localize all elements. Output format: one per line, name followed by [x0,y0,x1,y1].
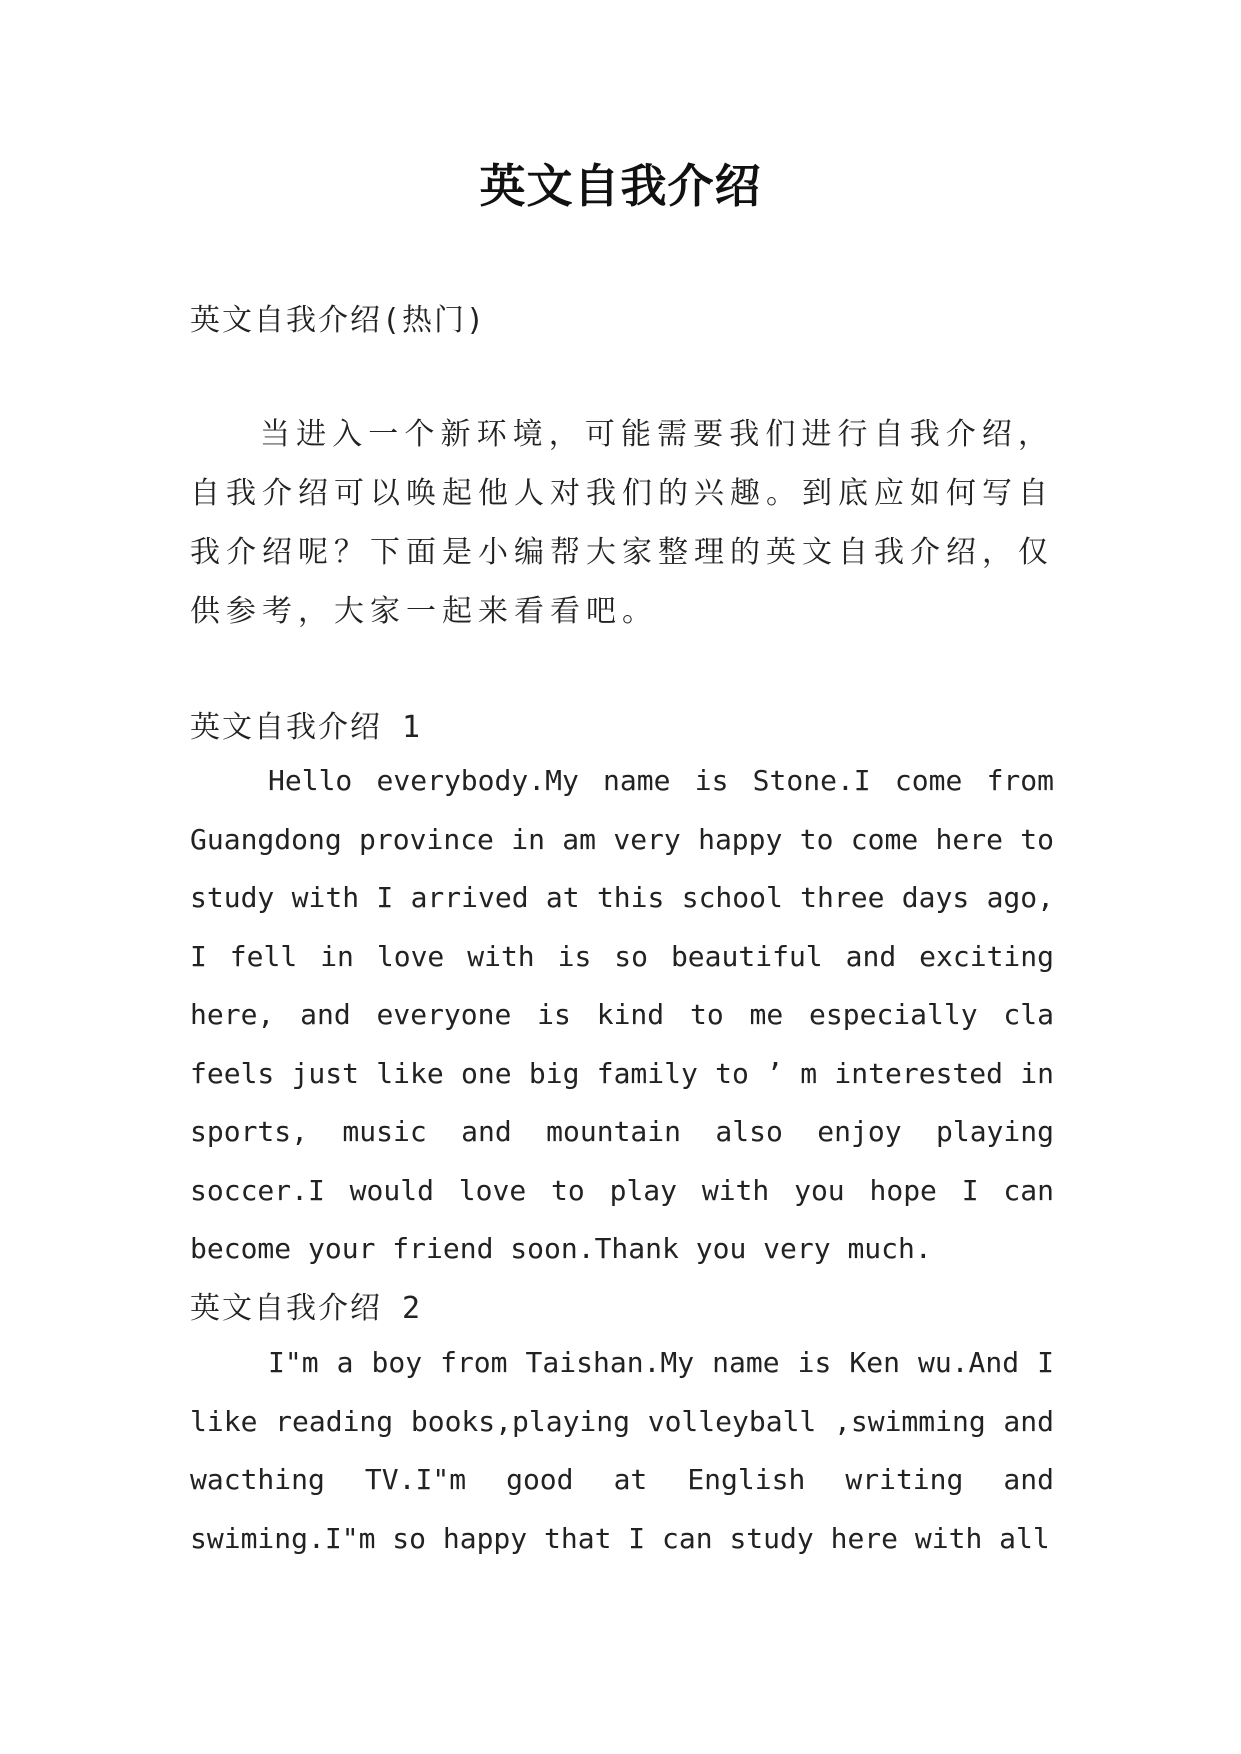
document-title: 英文自我介绍 [479,159,762,213]
section-body-2: I"m a boy from Taishan.My name is Ken wu.And I like reading books,playing volleyball ,swimming and wacthing TV.I"m good at English writing and swiming.I"m so happy that I can study here with all [190,1346,1054,1555]
section-heading-2: 英文自我介绍 2 [190,1291,423,1326]
intro-paragraph: 当进入一个新环境，可能需要我们进行自我介绍，自我介绍可以唤起他人对我们的兴趣。到底应如何写自我介绍呢？下面是小编帮大家整理的英文自我介绍，仅供参考，大家一起来看看吧。 [190,417,1054,629]
section-heading-1: 英文自我介绍 1 [190,710,423,745]
section-body-1: Hello everybody.My name is Stone.I come from Guangdong province in am very happy to come here to study with I arrived at this school three days ago, I fell in love with is so beautiful and exciting here, and everyone is kind to me especially cla feels just like one big family to ’ m interested in sports, music and mountain also enjoy playing soccer.I would love to play with you hope I can become your friend soon.Thank you very much. [190,764,1054,1265]
document-subtitle: 英文自我介绍(热门) [190,303,487,338]
